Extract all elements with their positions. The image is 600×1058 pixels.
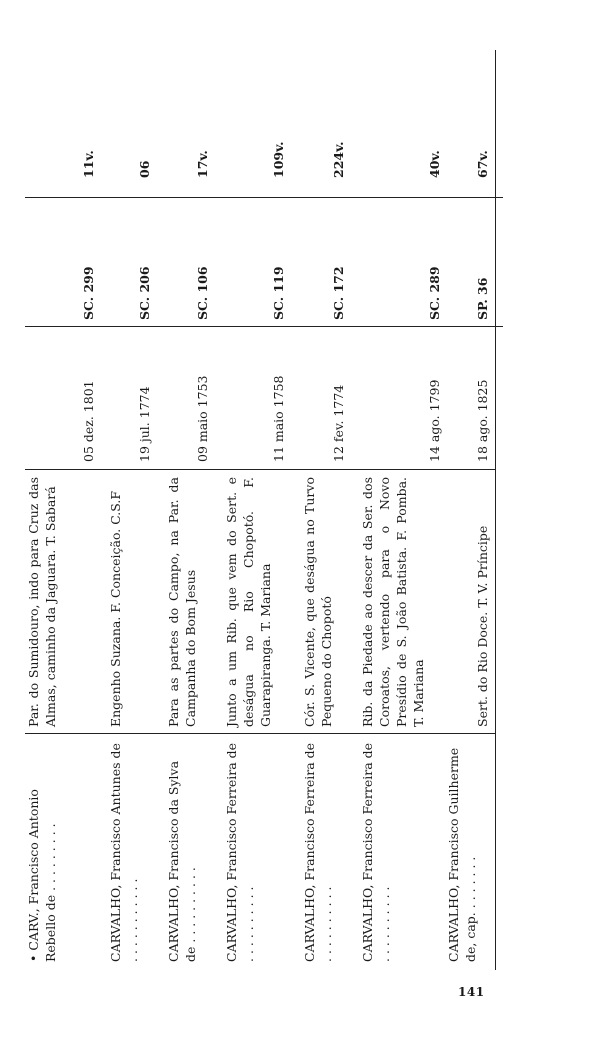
- reference-cell: [359, 210, 443, 320]
- folio-cell: [301, 68, 347, 178]
- location-text: Sert. do Rio Doce. T. V. Príncipe: [475, 525, 490, 727]
- date-text: 11 maio 1758: [271, 375, 286, 462]
- date-text: 18 ago. 1825: [475, 379, 490, 462]
- folio-text: 224v.: [331, 141, 346, 178]
- folio-text: 109v.: [271, 141, 286, 178]
- owner-name: • CARV., Francisco Antonio Rebello de . . . . . . . . .: [26, 789, 58, 962]
- owner-name: CARVALHO, Francisco Ferreira de . . . . . . . . . .: [360, 742, 392, 962]
- date-cell: [223, 332, 287, 462]
- date-cell: [165, 332, 211, 462]
- name-cell: [301, 742, 347, 962]
- reference-text: SC. 206: [137, 266, 152, 320]
- location-cell: [165, 477, 211, 727]
- date-text: 19 jul. 1774: [137, 386, 152, 462]
- date-text: 14 ago. 1799: [427, 379, 442, 462]
- name-cell: [359, 742, 443, 962]
- location-cell: [301, 477, 347, 727]
- location-text: Para as partes do Campo, na Par. da Campanha do Bom Jesus: [166, 477, 198, 727]
- location-cell: [107, 477, 153, 727]
- rotated-register-table: [25, 50, 495, 970]
- page-number: 141: [458, 985, 485, 999]
- folio-cell: [165, 68, 211, 178]
- folio-cell: [359, 68, 443, 178]
- table-row: [359, 50, 443, 970]
- table-row: [107, 50, 153, 970]
- date-cell: [445, 332, 491, 462]
- name-cell: [445, 742, 491, 962]
- location-cell: [359, 477, 443, 727]
- reference-cell: [301, 210, 347, 320]
- location-text: Cór. S. Vicente, que deságua no Turvo Pequeno do Chopotó: [302, 477, 334, 727]
- reference-text: SP. 36: [475, 277, 490, 320]
- date-cell: [25, 332, 97, 462]
- location-text: Par. do Sumidouro, indo para Cruz das Almas, caminho da Jaguara. T. Sabará: [26, 477, 58, 727]
- folio-cell: [25, 68, 97, 178]
- date-cell: [107, 332, 153, 462]
- reference-text: SC. 172: [331, 266, 346, 320]
- folio-cell: [445, 68, 491, 178]
- owner-name: CARVALHO, Francisco Ferreira de . . . . . . . . . .: [224, 742, 256, 962]
- folio-text: 06: [137, 160, 152, 178]
- date-text: 05 dez. 1801: [81, 380, 96, 462]
- date-cell: [359, 332, 443, 462]
- reference-text: SC. 299: [81, 266, 96, 320]
- folio-text: 17v.: [195, 150, 210, 178]
- owner-name: CARVALHO, Francisco da Sylva de . . . . . . . . . .: [166, 760, 198, 962]
- location-text: Junto a um Rib. que vem do Sert. e deságua no Rio Chopotó. F. Guarapiranga. T. Mariana: [224, 477, 273, 727]
- date-text: 09 maio 1753: [195, 375, 210, 462]
- reference-text: SC. 119: [271, 266, 286, 320]
- location-text: Rib. da Piedade ao descer da Ser. dos Coroatos, vertendo para o Novo Presídio de S. João Batista. F. Pomba. T. Mariana: [360, 477, 426, 727]
- name-cell: [107, 742, 153, 962]
- table-row: [165, 50, 211, 970]
- folio-text: 67v.: [475, 150, 490, 178]
- reference-cell: [107, 210, 153, 320]
- reference-cell: [165, 210, 211, 320]
- table-bottom-rule: [495, 50, 496, 970]
- table-row: [445, 50, 491, 970]
- reference-cell: [25, 210, 97, 320]
- date-text: 12 fev. 1774: [331, 384, 346, 462]
- location-text: Engenho Suzana. F. Conceição. C.S.F: [108, 490, 123, 727]
- date-cell: [301, 332, 347, 462]
- table-row: [223, 50, 287, 970]
- name-cell: [25, 742, 97, 962]
- location-cell: [445, 477, 491, 727]
- reference-cell: [223, 210, 287, 320]
- location-cell: [223, 477, 287, 727]
- folio-cell: [107, 68, 153, 178]
- name-cell: [223, 742, 287, 962]
- location-cell: [25, 477, 97, 727]
- owner-name: CARVALHO, Francisco Guilherme de, cap. . . . . . . .: [446, 747, 478, 962]
- name-cell: [165, 742, 211, 962]
- table-row: [301, 50, 347, 970]
- reference-cell: [445, 210, 491, 320]
- reference-text: SC. 289: [427, 266, 442, 320]
- owner-name: CARVALHO, Francisco Ferreira de . . . . . . . . . .: [302, 742, 334, 962]
- owner-name: CARVALHO, Francisco Antunes de . . . . . . . . . . .: [108, 743, 140, 962]
- reference-text: SC. 106: [195, 266, 210, 320]
- table-row: [25, 50, 97, 970]
- folio-cell: [223, 68, 287, 178]
- folio-text: 40v.: [427, 150, 442, 178]
- folio-text: 11v.: [81, 150, 96, 178]
